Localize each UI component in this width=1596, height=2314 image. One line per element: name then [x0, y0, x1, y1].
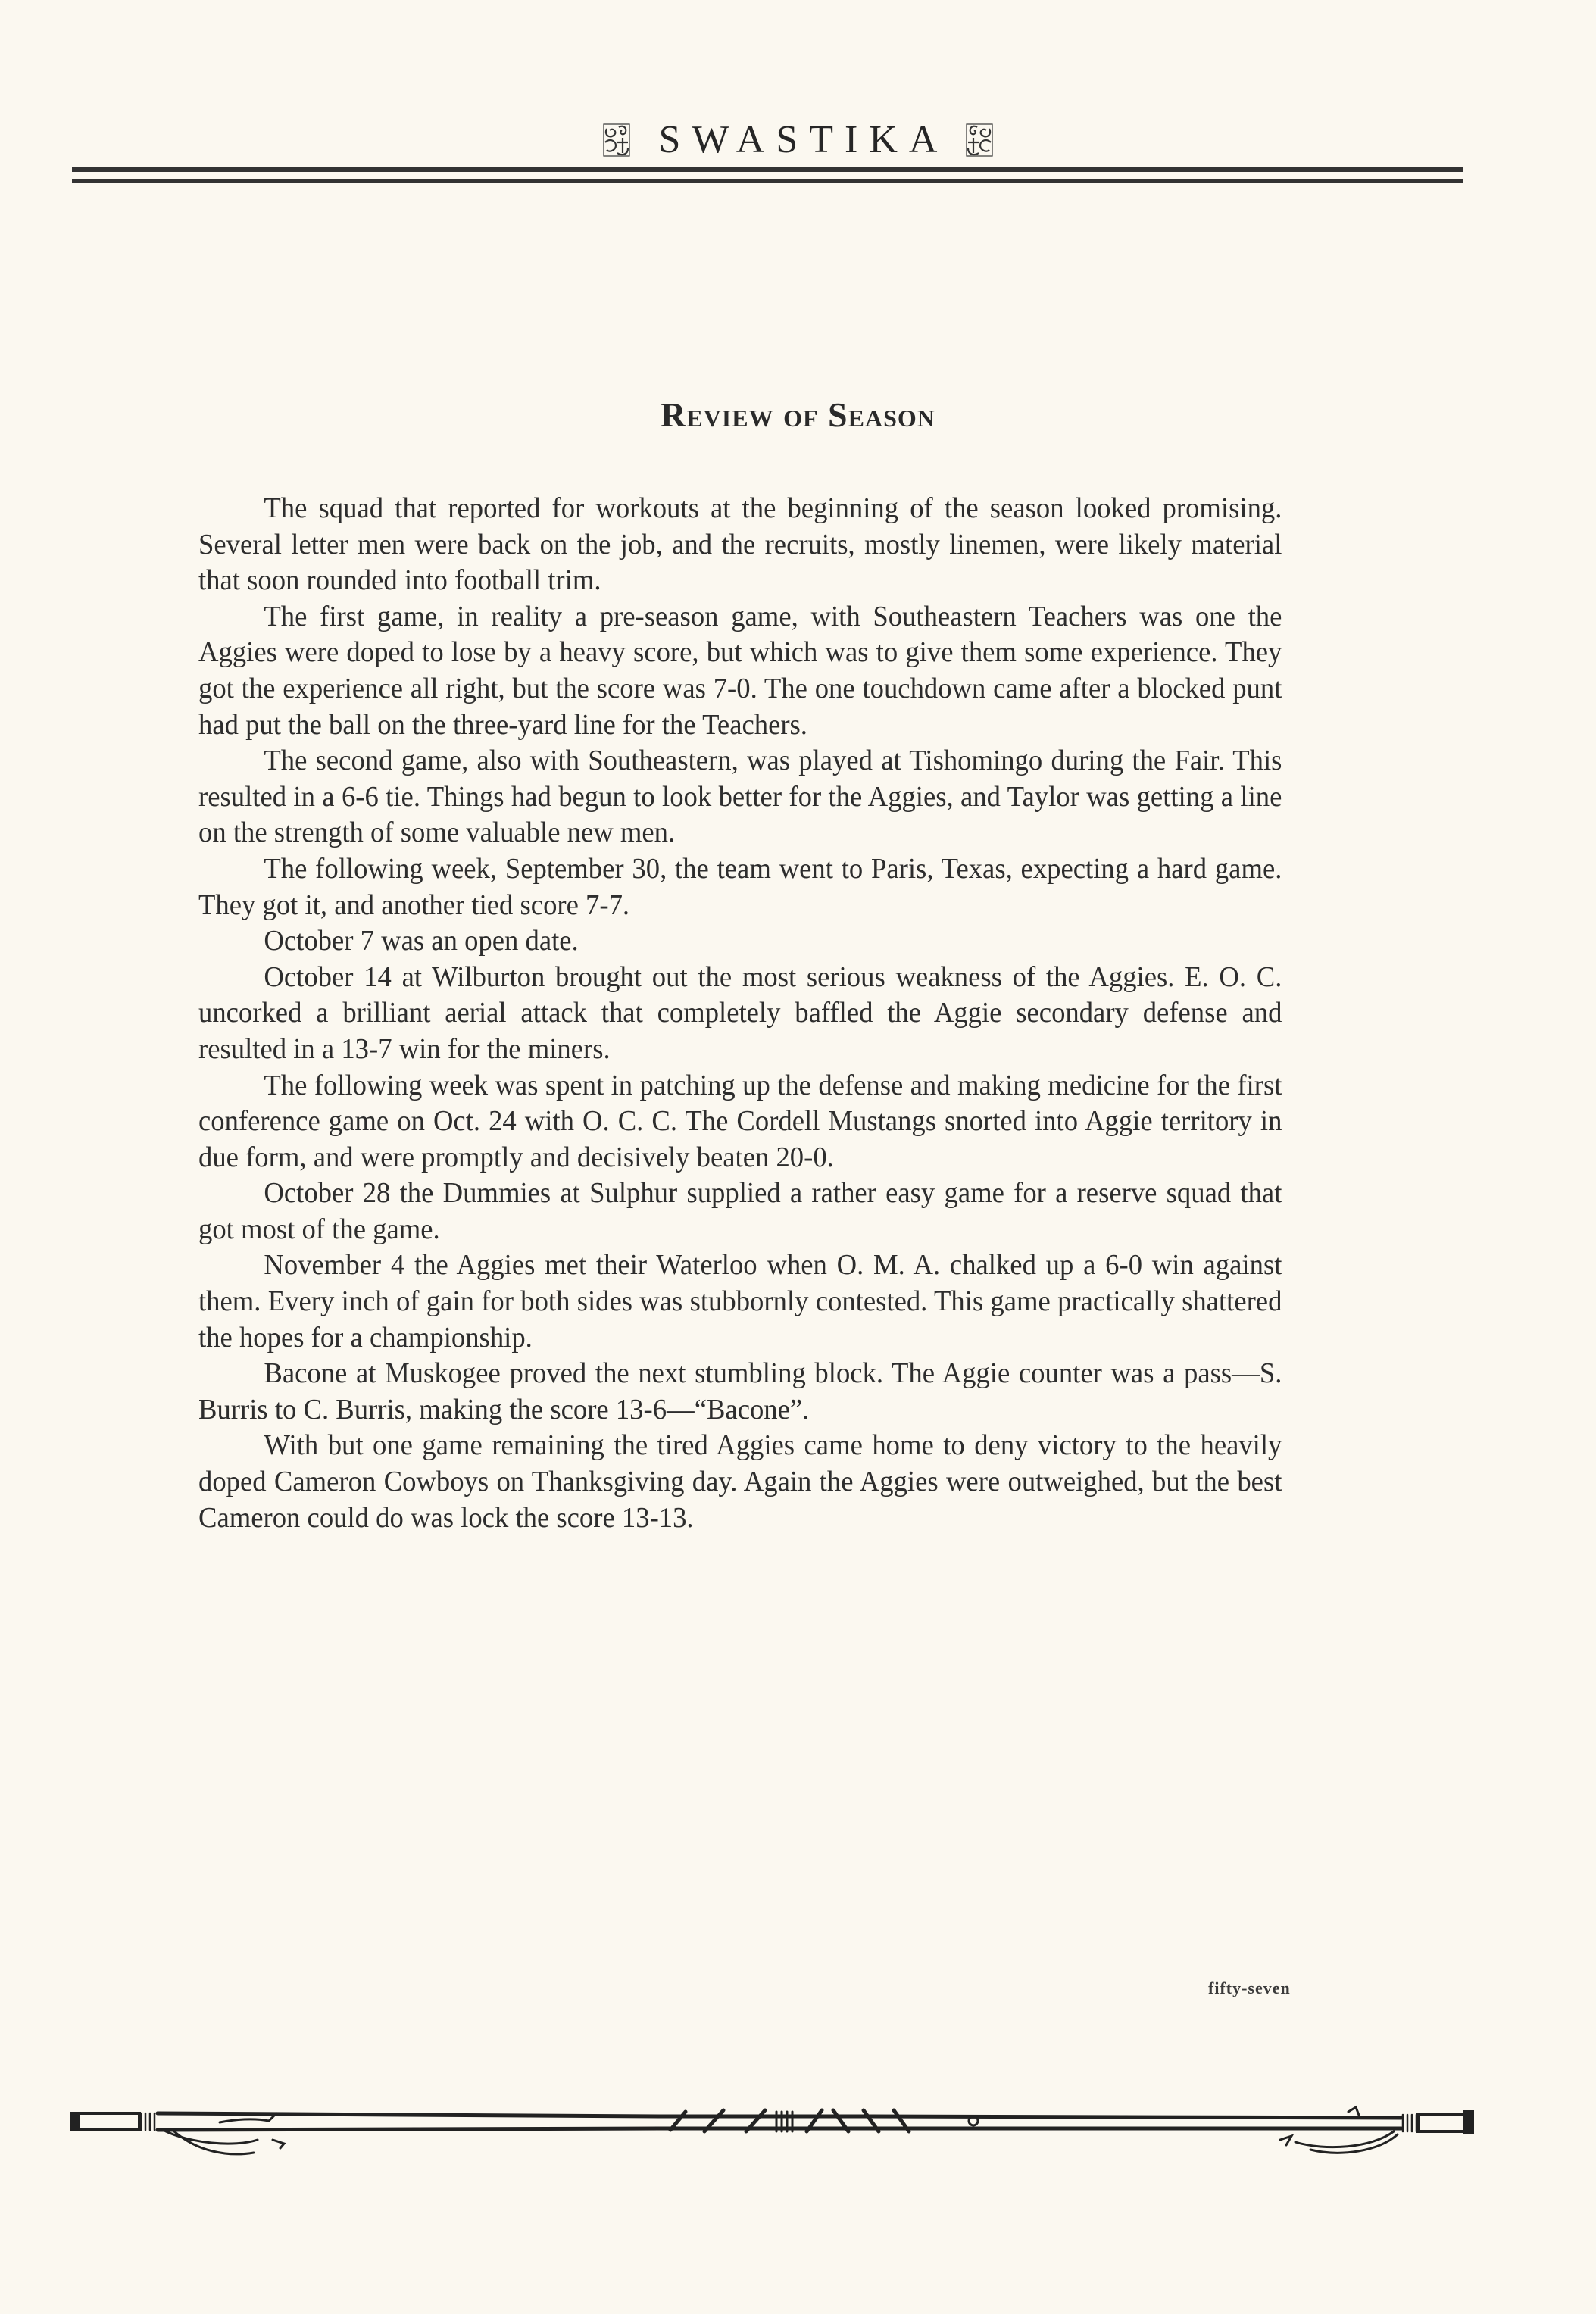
- paragraph: With but one game remaining the tired Aggies came home to deny victory to the heavily doped Cameron Cowboys on Thanksgiving day. Again the Aggies were outweighed, but the best Cameron could do was lock the score 13-13.: [198, 1429, 1282, 1534]
- paragraph: The following week, September 30, the team went to Paris, Texas, expecting a hard game. They got it, and another tied score 7-7.: [198, 852, 1282, 921]
- paragraph: The second game, also with Southeastern, was played at Tishomingo during the Fair. This resulted in a 6-6 tie. Things had begun to look better for the Aggies, and Taylor was getting a line on the strength of some valuable new men.: [198, 745, 1282, 849]
- floral-ornament-icon: [965, 123, 994, 158]
- paragraph: The first game, in reality a pre-season game, with Southeastern Teachers was one the Aggies were doped to lose by a heavy score, but which was to give them some experience. They got the experience all right, but the score was 7-0. The one touchdown came after a blocked punt had put the ball on the three-yard line for the Teachers.: [198, 600, 1282, 741]
- paragraph: October 28 the Dummies at Sulphur supplied a rather easy game for a reserve squad that got most of the game.: [198, 1177, 1282, 1245]
- article-body: [198, 491, 1282, 1536]
- page-header: [0, 117, 1596, 164]
- section-title: Review of Season: [661, 395, 935, 434]
- paragraph: November 4 the Aggies met their Waterloo when O. M. A. chalked up a 6-0 win against them. Every inch of gain for both sides was stubbornly contested. This game practically shattered the hopes for a championship.: [198, 1249, 1282, 1354]
- masthead: [602, 117, 995, 163]
- paragraph: October 14 at Wilburton brought out the most serious weakness of the Aggies. E. O. C. uncorked a brilliant aerial attack that completely baffled the Aggie secondary defense and resulted in a 13-7 win for the miners.: [198, 960, 1282, 1065]
- paragraph: Bacone at Muskogee proved the next stumbling block. The Aggie counter was a pass—S. Burris to C. Burris, making the score 13-6—“Bacone”.: [198, 1357, 1282, 1426]
- header-rule-top: [72, 167, 1463, 172]
- paragraph: The squad that reported for workouts at the beginning of the season looked promising. Several letter men were back on the job, and the recruits, mostly linemen, were likely material that soon rounded into football trim.: [198, 492, 1282, 597]
- page-number: fifty-seven: [1208, 1978, 1291, 1997]
- paragraph: The following week was spent in patching up the defense and making medicine for the first conference game on Oct. 24 with O. C. C. The Cordell Mustangs snorted into Aggie territory in due form, and were promptly and decisively beaten 20-0.: [198, 1069, 1282, 1173]
- floral-ornament-icon: [602, 123, 631, 158]
- peace-pipe-icon: [68, 2098, 1477, 2159]
- paragraph: October 7 was an open date.: [264, 925, 579, 957]
- header-rule-bottom: [72, 179, 1463, 183]
- masthead-title: SWASTIKA: [658, 118, 949, 161]
